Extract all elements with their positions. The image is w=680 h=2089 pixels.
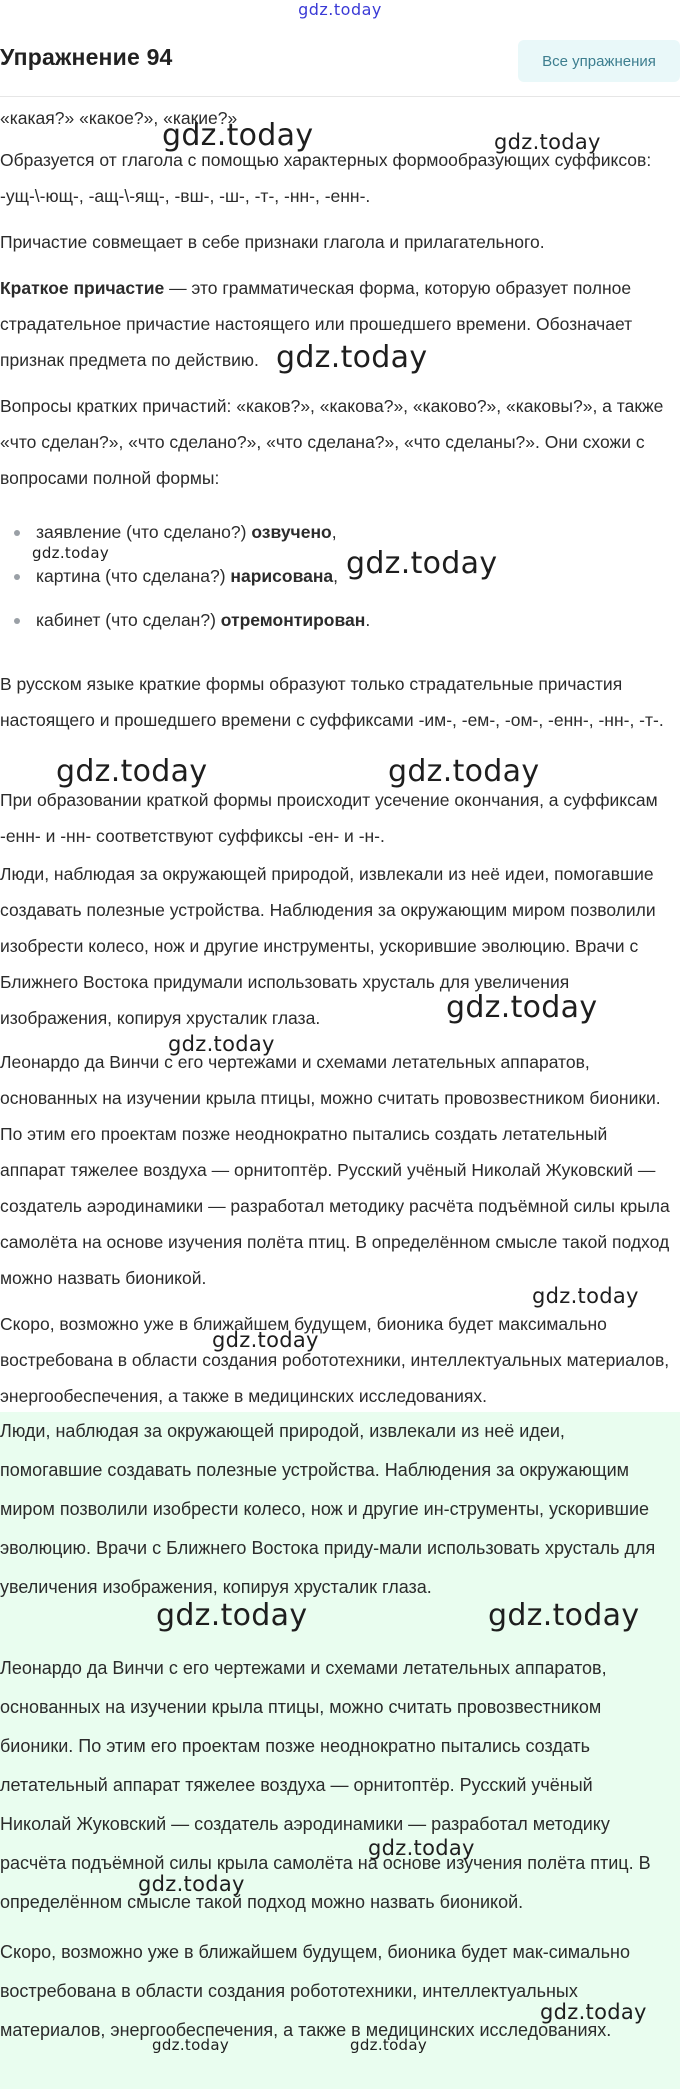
watermark: gdz.today [32, 544, 110, 562]
short-participle-definition: — это грамматическая форма, которую образует полное страдательное причастие настоящего или прошедшего времени. Обозначает признак предмета по действию. [0, 278, 633, 370]
list-item: кабинет (что сделан?) отремонтирован. [0, 598, 670, 642]
watermark: gdz.today [276, 340, 428, 375]
header-divider [0, 96, 680, 97]
answer-paragraph-3: Скоро, возможно уже в ближайшем будущем, бионика будет мак-симально востребована в области создания робототехники, интеллектуальных материалов, энергообеспечения, а также в медицинских исследованиях. [0, 1942, 630, 2040]
watermark: gdz.today [532, 1284, 639, 1308]
watermark: gdz.today [494, 130, 601, 154]
examples-list [0, 510, 670, 642]
watermark: gdz.today [350, 2036, 428, 2054]
watermark: gdz.today [540, 2000, 647, 2024]
watermark: gdz.today [488, 1598, 640, 1633]
list-item: заявление (что сделано?) озвучено, [0, 510, 670, 554]
watermark: gdz.today [156, 1598, 308, 1633]
watermark: gdz.today [368, 1836, 475, 1860]
top-watermark: gdz.today [298, 0, 382, 19]
exercise-paragraph-1: Люди, наблюдая за окружающей природой, извлекали из неё идеи, помогавшие создавать полезные устройства. Наблюдения за окружающим миром позволили изобрести колесо, нож и другие инструменты, ускорившие эволюцию. Врачи с Ближнего Востока придумали использовать хрусталь для увеличения изображения, копируя хрусталик глаза. [0, 864, 656, 1028]
watermark: gdz.today [346, 546, 498, 581]
answer-paragraph-1: Люди, наблюдая за окружающей природой, извлекали из неё идеи, помогавшие создавать полезные устройства. Наблюдения за окружающим миром позволили изобрести колесо, нож и другие ин-струменты, ускорившие эволюцию. Врачи с Ближнего Востока приду-мали использовать хрусталь для увеличения изображения, копируя хрусталик глаза. [0, 1421, 656, 1597]
short-participle-paragraph [0, 270, 670, 378]
watermark: gdz.today [56, 754, 208, 789]
list-item: картина (что сделана?) нарисована, [0, 554, 670, 598]
truncation-paragraph: При образовании краткой формы происходит усечение окончания, а суффиксам -енн- и -нн- соответствуют суффиксы -ен- и -н-. [0, 790, 658, 846]
russian-short-forms-paragraph: В русском языке краткие формы образуют только страдательные причастия настоящего и прошедшего времени с суффиксами -им-, -ем-, -ом-, -енн-, -нн-, -т-. [0, 674, 664, 730]
all-exercises-button[interactable]: Все упражнения [518, 40, 680, 82]
questions-line: «какая?» «какое?», «какие?» [0, 108, 238, 128]
page-header [0, 40, 680, 84]
watermark: gdz.today [152, 2036, 230, 2054]
watermark: gdz.today [212, 1328, 319, 1352]
answer-paragraph-2: Леонардо да Винчи с его чертежами и схемами летательных аппаратов, основанных на изучении крыла птицы, можно считать провозвестником бионики. По этим его проектам позже неоднократно пытались создать летательный аппарат тяжелее воздуха — орнитоптёр. Русский учёный Николай Жуковский — создатель аэродинамики — разработал методику расчёта подъёмной силы крыла самолёта на основе изучения полёта птиц. В определённом смысле такой подход можно назвать бионикой. [0, 1658, 651, 1912]
watermark: gdz.today [162, 118, 314, 153]
exercise-paragraph-2: Леонардо да Винчи с его чертежами и схемами летательных аппаратов, основанных на изучении крыла птицы, можно считать провозвестником бионики. По этим его проектам позже неоднократно пытались создать летательный аппарат тяжелее воздуха — орнитоптёр. Русский учёный Николай Жуковский — создатель аэродинамики — разработал методику расчёта подъёмной силы крыла самолёта на основе изучения полёта птиц. В определённом смысле такой подход можно назвать бионикой. [0, 1052, 670, 1288]
short-participle-term: Краткое причастие [0, 278, 165, 298]
watermark: gdz.today [388, 754, 540, 789]
watermark: gdz.today [138, 1872, 245, 1896]
page-title: Упражнение 94 [0, 44, 173, 70]
exercise-paragraph-3: Скоро, возможно уже в ближайшем будущем, бионика будет максимально востребована в области создания робототехники, интеллектуальных материалов, энергообеспечения, а также в медицинских исследованиях. [0, 1314, 670, 1406]
combines-paragraph: Причастие совмещает в себе признаки глагола и прилагательного. [0, 232, 545, 252]
answer-box [0, 1412, 680, 2089]
short-questions-paragraph: Вопросы кратких причастий: «каков?», «какова?», «каково?», «каковы?», а также «что сделан?», «что сделано?», «что сделана?», «что сделаны?». Они схожи с вопросами полной формы: [0, 396, 664, 488]
watermark: gdz.today [168, 1032, 275, 1056]
watermark: gdz.today [446, 990, 598, 1025]
formation-paragraph: Образуется от глагола с помощью характерных формообразующих суффиксов: -ущ-\-ющ-, -ащ-\-ящ-, -вш-, -ш-, -т-, -нн-, -енн-. [0, 150, 652, 206]
